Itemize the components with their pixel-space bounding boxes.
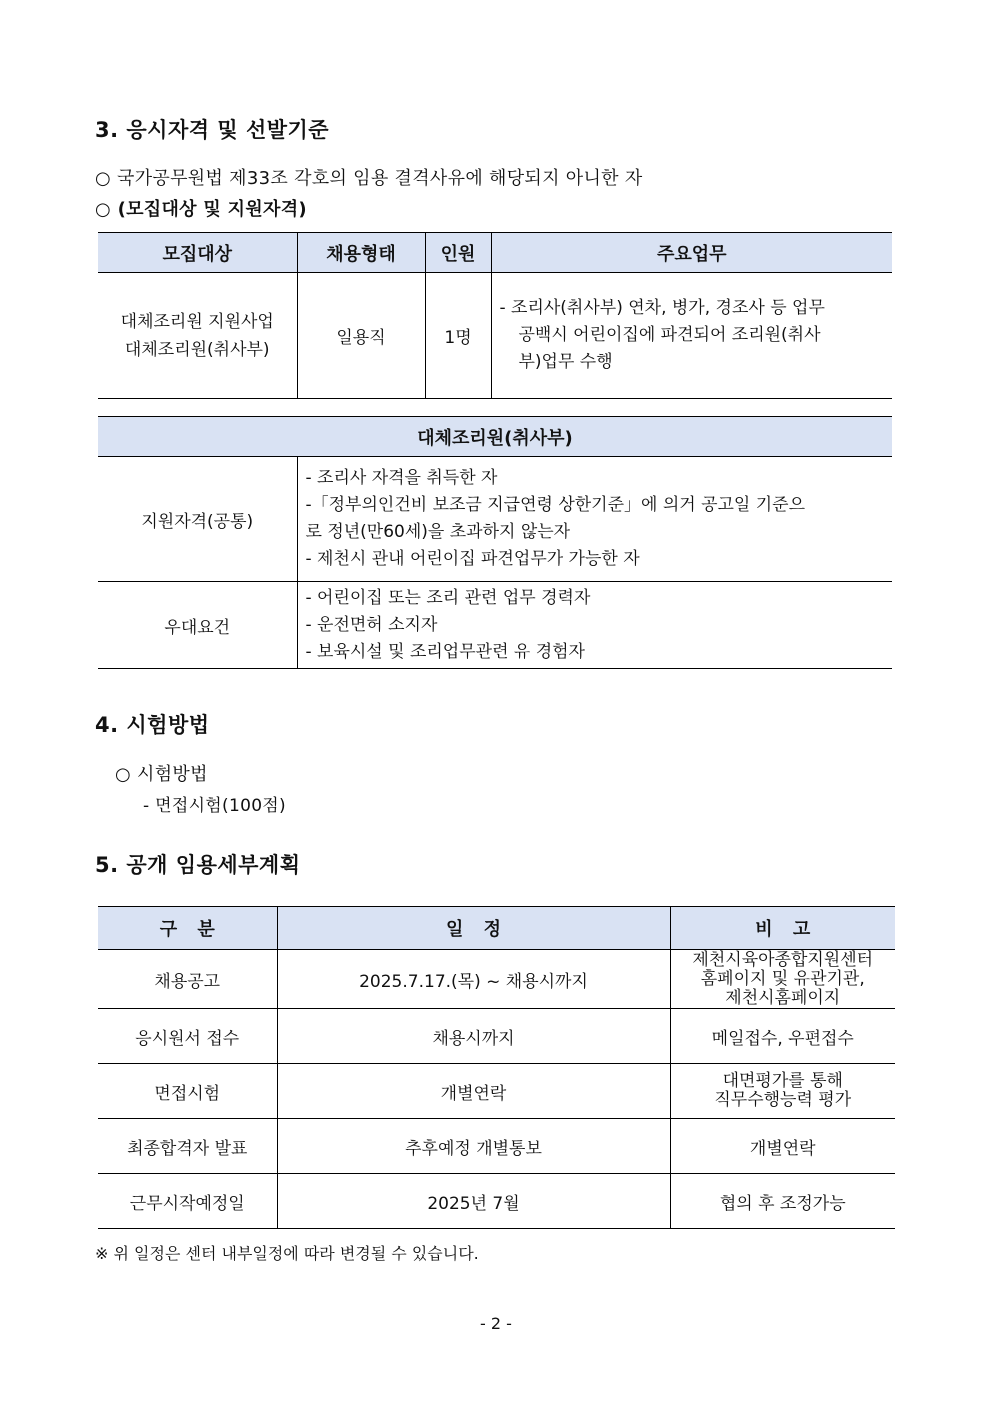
common-qualification-label: 지원자격(공통) [98,457,297,582]
qualification-header: 대체조리원(취사부) [98,417,892,457]
target-line-1: 대체조리원 지원사업 [120,311,274,332]
recruitment-bullet: ○ (모집대상 및 지원자격) [95,199,307,220]
schedule-note-line: 제천시홈페이지 [725,987,841,1008]
header-type: 채용형태 [297,233,425,273]
table-row [98,1119,895,1174]
header-duty: 주요업무 [491,233,892,273]
schedule-category: 근무시작예정일 [98,1174,277,1229]
qualification-item: 로 정년(만60세)을 초과하지 않는자 [305,522,571,542]
qualification-item: -「정부의인건비 보조금 지급연령 상한기준」에 의거 공고일 기준으 [305,495,806,515]
schedule-note [670,1064,895,1119]
target-line-2: 대체조리원(취사부) [124,339,270,360]
schedule-note: 개별연락 [670,1119,895,1174]
schedule-date: 추후예정 개별통보 [277,1119,670,1174]
duty-line-1: - 조리사(취사부) 연차, 병가, 경조사 등 업무 [499,298,825,318]
schedule-category: 응시원서 접수 [98,1009,277,1064]
target-cell [98,273,297,399]
duty-cell [491,273,892,399]
preference-list [297,582,892,669]
table-row [98,950,895,1009]
header-target: 모집대상 [98,233,297,273]
qualification-table [98,416,892,669]
schedule-header-date: 일 정 [277,907,670,950]
page-number: - 2 - [480,1314,512,1333]
recruitment-table [98,232,892,399]
header-count: 인원 [425,233,491,273]
schedule-header-category: 구 분 [98,907,277,950]
table-row [98,1009,895,1064]
section5-heading: 5. 공개 임용세부계획 [95,853,301,877]
count-cell: 1명 [425,273,491,399]
schedule-date: 2025.7.17.(목) ~ 채용시까지 [277,950,670,1009]
schedule-date: 채용시까지 [277,1009,670,1064]
schedule-note: 협의 후 조정가능 [670,1174,895,1229]
schedule-category: 면접시험 [98,1064,277,1119]
duty-line-3: 부)업무 수행 [518,352,613,372]
schedule-category: 채용공고 [98,950,277,1009]
schedule-date: 2025년 7월 [277,1174,670,1229]
schedule-note-line: 홈페이지 및 유관기관, [700,968,865,989]
common-qualification-list [297,457,892,582]
eligibility-bullet: ○ 국가공무원법 제33조 각호의 임용 결격사유에 해당되지 아니한 자 [95,168,643,189]
duty-line-2: 공백시 어린이집에 파견되어 조리원(취사 [518,325,821,345]
schedule-category: 최종합격자 발표 [98,1119,277,1174]
schedule-note [670,950,895,1009]
type-cell: 일용직 [297,273,425,399]
schedule-note-text: ※ 위 일정은 센터 내부일정에 따라 변경될 수 있습니다. [95,1244,479,1263]
schedule-note: 메일접수, 우편접수 [670,1009,895,1064]
qualification-item: - 조리사 자격을 취득한 자 [305,468,498,488]
preference-label: 우대요건 [98,582,297,669]
section3-heading: 3. 응시자격 및 선발기준 [95,118,330,142]
schedule-header-note: 비 고 [670,907,895,950]
schedule-note-line: 제천시육아종합지원센터 [692,949,874,970]
preference-item: - 운전면허 소지자 [305,614,438,635]
table-row [98,1064,895,1119]
schedule-note-line: 직무수행능력 평가 [714,1090,852,1110]
exam-method-sub: - 면접시험(100점) [143,796,286,816]
section4-heading: 4. 시험방법 [95,713,210,737]
table-row [98,1174,895,1229]
schedule-table [98,906,895,1229]
qualification-item: - 제천시 관내 어린이집 파견업무가 가능한 자 [305,549,640,569]
exam-method-bullet: ○ 시험방법 [115,764,208,785]
schedule-note-line: 대면평가를 통해 [722,1071,843,1091]
schedule-date: 개별연락 [277,1064,670,1119]
preference-item: - 보육시설 및 조리업무관련 유 경험자 [305,641,585,662]
preference-item: - 어린이집 또는 조리 관련 업무 경력자 [305,587,591,608]
